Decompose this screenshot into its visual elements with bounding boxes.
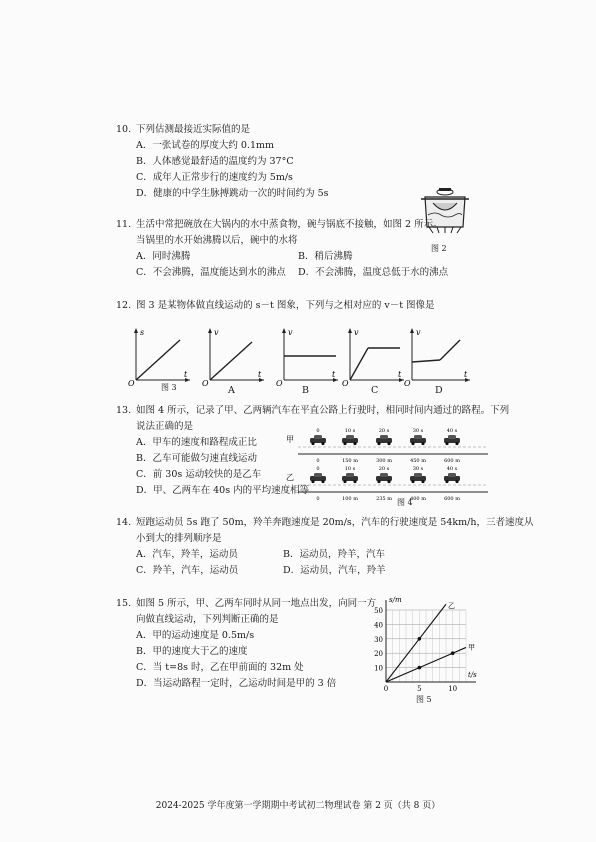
q11-stem-line2: 当锅里的水开始沸腾以后，碗中的水将 <box>136 235 298 246</box>
q13-option-c: C．前 30s 运动较快的是乙车 <box>136 469 262 480</box>
q11-option-d: D．不会沸腾，温度总低于水的沸点 <box>298 267 449 278</box>
q14-stem-line2: 小到大的排列顺序是 <box>136 533 222 544</box>
fig4-a-distance-label: 450 m <box>410 458 426 464</box>
q12-graph-option-a <box>202 326 268 388</box>
q11-option-c: C．不会沸腾，温度能达到水的沸点 <box>136 267 286 278</box>
q12-graph-d-xlabel: t <box>464 370 468 379</box>
q15-option-a: A．甲的运动速度是 0.5m/s <box>136 630 255 641</box>
page-footer: 2024-2025 学年度第一学期期中考试初二物理试卷 第 2 页（共 8 页） <box>155 801 441 811</box>
fig4-a-time-label: 10 s <box>344 428 356 434</box>
fig4-b-time-label: 10 s <box>344 466 356 472</box>
q12-graph-a-xlabel: t <box>258 370 262 379</box>
q12-graph-a-origin: O <box>202 379 209 388</box>
q15-stem-line1: 如图 5 所示，甲、乙两车同时从同一地点出发，向同一方 <box>136 598 377 609</box>
q14-number: 14. <box>116 517 132 528</box>
fig5-caption: 图 5 <box>416 695 432 704</box>
q12-option-a-label: A <box>228 385 235 396</box>
q12-graph-s-xlabel: t <box>184 370 188 379</box>
fig4-b-time-label: 20 s <box>378 466 390 472</box>
q12-graph-c-ylabel: v <box>354 328 359 337</box>
q11-stem-line1: 生活中常把碗放在大锅内的水中蒸食物，碗与锅底不接触，如图 2 所示。 <box>136 219 443 230</box>
fig4-b-car <box>410 473 426 483</box>
fig4-a-car <box>310 435 326 445</box>
q13-number: 13. <box>116 405 132 416</box>
fig4-a-car <box>444 435 460 445</box>
q12-graph-c-origin: O <box>342 379 349 388</box>
q12-stem: 图 3 是某物体做直线运动的 s－t 图象，下列与之相对应的 v－t 图像是 <box>136 300 435 311</box>
fig4-caption: 图 4 <box>397 498 413 507</box>
q15-option-b: B．甲的速度大于乙的速度 <box>136 646 248 657</box>
q12-graph-s-ylabel: s <box>140 328 145 337</box>
q15-option-c: C．当 t=8s 时，乙在甲前面的 32m 处 <box>136 662 304 673</box>
fig4-a-distance-label: 150 m <box>342 458 358 464</box>
fig5-series-label: 乙 <box>448 602 455 611</box>
fig5-x-tick-label: 5 <box>417 685 422 692</box>
fig4-b-car <box>444 473 460 483</box>
q13-option-b: B．乙车可能做匀速直线运动 <box>136 453 257 464</box>
q12-graph-d-origin: O <box>404 379 411 388</box>
fig5-series-label: 甲 <box>468 643 475 652</box>
q12-option-d-label: D <box>435 385 443 396</box>
fig5-y-tick-label: 50 <box>374 607 383 615</box>
fig5-y-tick-label: 40 <box>374 621 383 630</box>
fig4-a-car <box>410 435 426 445</box>
fig4-a-time-label: 20 s <box>378 428 390 434</box>
q14-option-b: B．运动员，羚羊，汽车 <box>283 549 385 560</box>
q12-option-b-label: B <box>302 385 309 396</box>
q11-number: 11. <box>116 219 132 230</box>
fig5-data-point <box>451 651 455 655</box>
q12-graph-b-origin: O <box>276 379 283 388</box>
fig5-data-point <box>418 637 422 641</box>
q13-stem-line2: 说法正确的是 <box>136 421 194 432</box>
q14-stem-line1: 短跑运动员 5s 跑了 50m，羚羊奔跑速度是 20m/s，汽车的行驶速度是 54km/h，三者速度从 <box>136 517 534 528</box>
q12-graph-c-xlabel: t <box>398 370 402 379</box>
fig4-b-car <box>342 473 358 483</box>
q13-option-a: A．甲车的速度和路程成正比 <box>136 437 257 448</box>
q10-option-a: A．一张试卷的厚度大约 0.1mm <box>136 140 275 151</box>
q12-graph-s-origin: O <box>128 379 135 388</box>
q14-option-a: A．汽车，羚羊，运动员 <box>136 549 238 560</box>
fig4-a-car <box>342 435 358 445</box>
q11-option-a: A．同时沸腾 <box>136 251 191 262</box>
fig4-a-distance-label: 600 m <box>444 458 460 464</box>
q10-number: 10. <box>116 124 132 135</box>
fig5-y-tick-label: 20 <box>374 650 383 659</box>
fig5-series-line <box>386 604 446 682</box>
fig4-a-distance-label: 300 m <box>376 458 392 464</box>
q12-number: 12. <box>116 300 132 311</box>
q12-graph-option-d <box>404 326 474 388</box>
fig5-data-point <box>418 666 422 670</box>
fig5-x-tick-label: 0 <box>383 685 389 692</box>
q13-stem-line1: 如图 4 所示，记录了甲、乙两辆汽车在平直公路上行驶时，相同时间内通过的路程。下列 <box>136 405 510 416</box>
fig4-b-time-label: 40 s <box>446 466 458 472</box>
fig5-xlabel: t/s <box>468 671 477 679</box>
fig4-a-car <box>376 435 392 445</box>
fig4-b-distance-label: 400 m <box>410 496 426 502</box>
q13-option-d: D．甲、乙两车在 40s 内的平均速度相等 <box>136 485 310 496</box>
fig3-caption: 图 3 <box>161 383 177 392</box>
q14-option-c: C．羚羊，汽车，运动员 <box>136 565 239 576</box>
q10-option-b: B．人体感觉最舒适的温度约为 37°C <box>136 156 294 167</box>
q15-number: 15. <box>116 598 132 609</box>
q15-option-d: D．当运动路程一定时，乙运动时间是甲的 3 倍 <box>136 678 337 689</box>
q10-option-d: D．健康的中学生脉搏跳动一次的时间约为 5s <box>136 188 329 199</box>
fig4-car-a-label: 甲 <box>286 435 294 444</box>
fig4-b-distance-label: 0 <box>316 496 320 502</box>
fig5-s-t-chart <box>362 594 480 692</box>
fig4-b-car <box>310 473 326 483</box>
fig5-y-tick-label: 30 <box>374 635 383 644</box>
q15-stem-line2: 向做直线运动，下列判断正确的是 <box>136 614 279 625</box>
q12-option-c-label: C <box>371 385 379 396</box>
fig4-b-distance-label: 100 m <box>342 496 358 502</box>
fig4-b-distance-label: 235 m <box>376 496 392 502</box>
fig4-a-time-label: 0 <box>316 428 320 434</box>
fig4-a-distance-label: 0 <box>316 458 320 464</box>
fig5-x-tick-label: 10 <box>448 685 458 692</box>
q12-graph-a-ylabel: v <box>214 328 219 337</box>
q10-stem: 下列估测最接近实际值的是 <box>136 124 251 135</box>
q14-option-d: D．运动员，汽车，羚羊 <box>283 565 386 576</box>
fig4-b-distance-label: 600 m <box>444 496 460 502</box>
q12-graph-s-t <box>128 326 194 388</box>
fig4-b-time-label: 0 <box>316 466 320 472</box>
fig4-car-b-label: 乙 <box>286 473 294 482</box>
q12-graph-b-ylabel: v <box>288 328 293 337</box>
fig4-a-time-label: 30 s <box>412 428 424 434</box>
fig5-y-tick-label: 10 <box>374 664 383 673</box>
fig2-caption: 图 2 <box>431 244 447 253</box>
q10-option-c: C．成年人正常步行的速度约为 5m/s <box>136 172 293 183</box>
fig4-b-time-label: 30 s <box>412 466 424 472</box>
fig4-b-car <box>376 473 392 483</box>
q11-option-b: B．稍后沸腾 <box>298 251 353 262</box>
fig4-car-diagram <box>284 426 490 502</box>
fig4-a-time-label: 40 s <box>446 428 458 434</box>
q12-graph-option-c <box>342 326 408 388</box>
fig5-ylabel: s/m <box>389 596 402 604</box>
q12-graph-d-ylabel: v <box>416 328 421 337</box>
q12-graph-b-xlabel: t <box>332 370 336 379</box>
q12-graph-option-b <box>276 326 342 388</box>
